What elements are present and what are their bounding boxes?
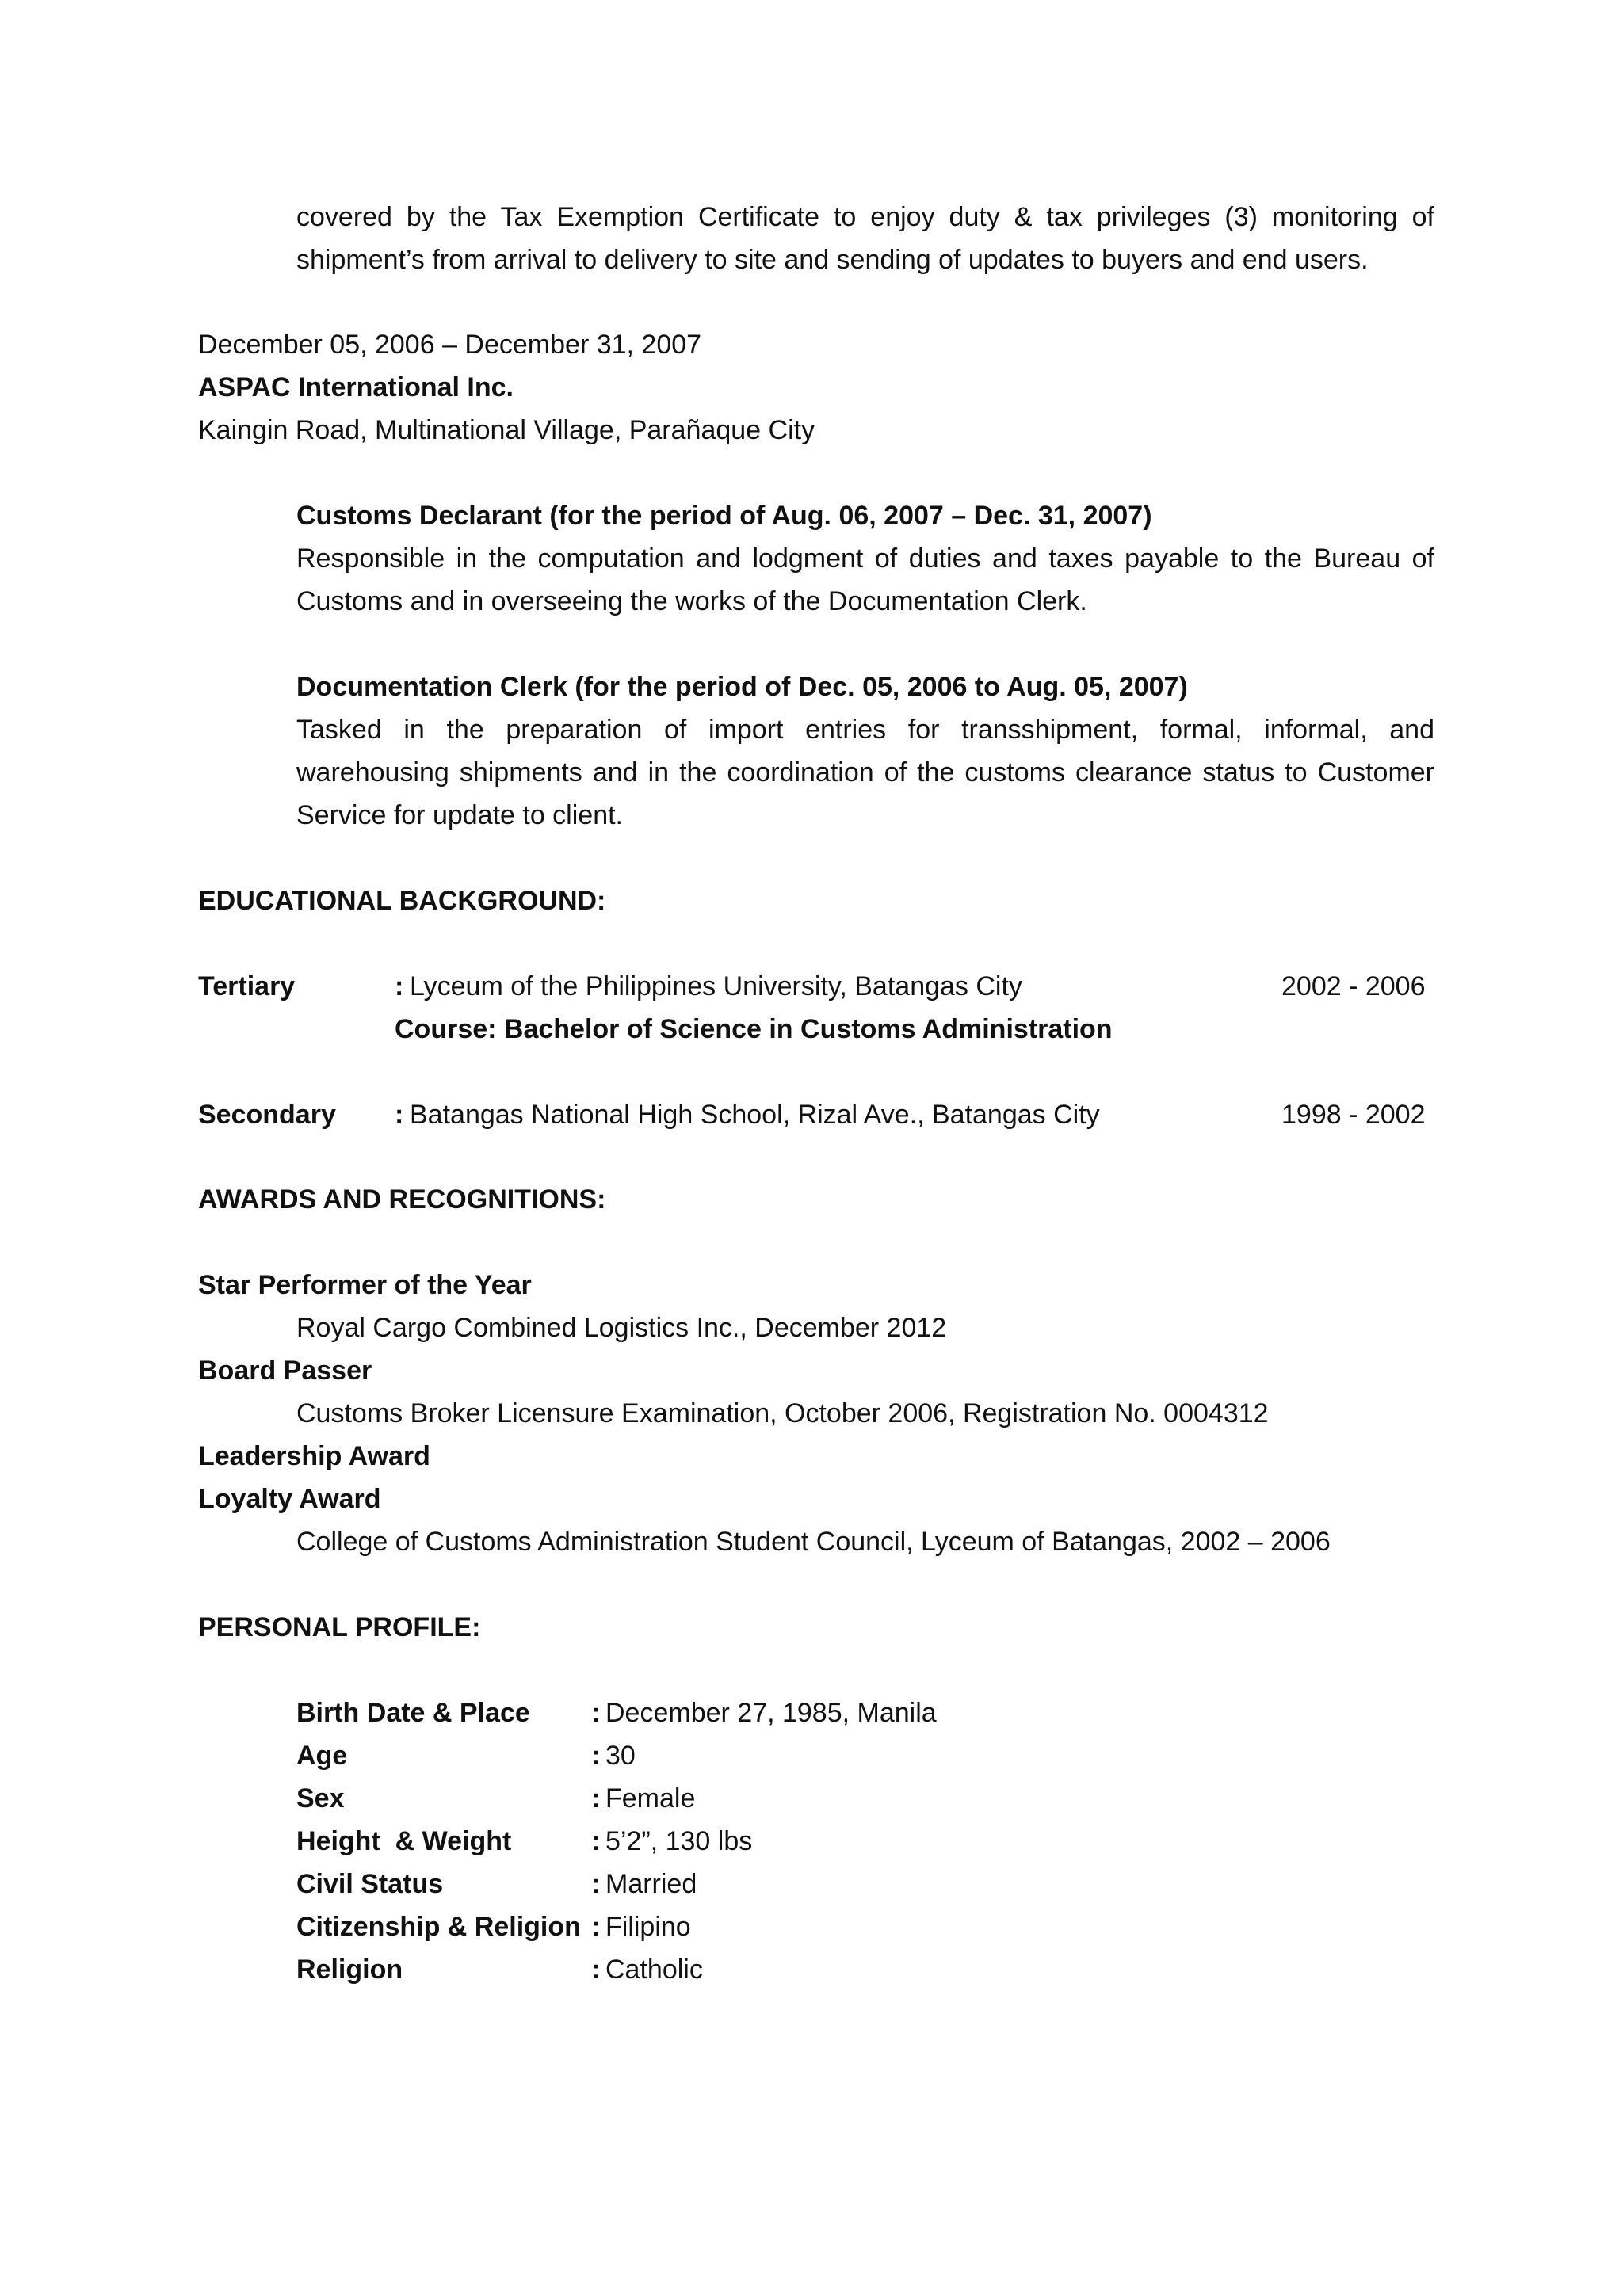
profile-value: Catholic — [605, 1955, 703, 1985]
education-colon: : — [395, 971, 404, 1001]
role-description: Responsible in the computation and lodgment of duties and taxes payable to the Bureau of Customs and in overseeing the works of the Documentation Clerk. — [296, 543, 1434, 616]
profile-label: Religion — [296, 1955, 403, 1985]
profile-colon: : — [591, 1826, 601, 1856]
role-title: Customs Declarant (for the period of Aug. 06, 2007 – Dec. 31, 2007) — [296, 501, 1152, 531]
education-years: 2002 - 2006 — [1281, 971, 1426, 1001]
profile-colon: : — [591, 1783, 601, 1814]
profile-label: Height & Weight — [296, 1826, 512, 1856]
awards-heading: AWARDS AND RECOGNITIONS: — [198, 1184, 606, 1215]
profile-label: Sex — [296, 1783, 345, 1814]
profile-colon: : — [591, 1869, 601, 1899]
education-years: 1998 - 2002 — [1281, 1100, 1426, 1130]
education-course: Course: Bachelor of Science in Customs Administration — [395, 1014, 1113, 1044]
profile-label: Birth Date & Place — [296, 1698, 530, 1728]
employment-period: December 05, 2006 – December 31, 2007 — [198, 330, 702, 360]
award-detail: Customs Broker Licensure Examination, October 2006, Registration No. 0004312 — [296, 1398, 1269, 1428]
education-school: Lyceum of the Philippines University, Batangas City — [410, 971, 1022, 1001]
award-title: Loyalty Award — [198, 1484, 381, 1514]
profile-colon: : — [591, 1741, 601, 1771]
award-title: Star Performer of the Year — [198, 1270, 532, 1300]
award-detail: College of Customs Administration Student Council, Lyceum of Batangas, 2002 – 2006 — [296, 1527, 1331, 1557]
education-level: Secondary — [198, 1100, 336, 1130]
education-school: Batangas National High School, Rizal Ave., Batangas City — [410, 1100, 1100, 1130]
profile-colon: : — [591, 1955, 601, 1985]
profile-colon: : — [591, 1698, 601, 1728]
profile-label: Civil Status — [296, 1869, 444, 1899]
profile-value: Married — [605, 1869, 697, 1899]
award-title: Board Passer — [198, 1356, 372, 1386]
profile-label: Age — [296, 1741, 348, 1771]
profile-value: Filipino — [605, 1912, 691, 1942]
profile-value: December 27, 1985, Manila — [605, 1698, 937, 1728]
intro-paragraph: covered by the Tax Exemption Certificate to enjoy duty & tax privileges (3) monitoring of shipment’s from arrival to delivery to site and sending of updates to buyers and end users. — [296, 202, 1434, 275]
award-title: Leadership Award — [198, 1441, 430, 1471]
education-level: Tertiary — [198, 971, 296, 1001]
company-name: ASPAC International Inc. — [198, 372, 514, 402]
profile-value: 30 — [605, 1741, 636, 1771]
profile-colon: : — [591, 1912, 601, 1942]
company-address: Kaingin Road, Multinational Village, Parañaque City — [198, 415, 815, 445]
profile-value: 5’2”, 130 lbs — [605, 1826, 753, 1856]
award-detail: Royal Cargo Combined Logistics Inc., December 2012 — [296, 1313, 947, 1343]
education-colon: : — [395, 1100, 404, 1130]
profile-value: Female — [605, 1783, 696, 1814]
education-heading: EDUCATIONAL BACKGROUND: — [198, 886, 606, 916]
role-description: Tasked in the preparation of import entries for transshipment, formal, informal, and warehousing shipments and in the coordination of the customs clearance status to Customer Service for update to client. — [296, 715, 1434, 830]
profile-heading: PERSONAL PROFILE: — [198, 1612, 481, 1642]
role-title: Documentation Clerk (for the period of Dec. 05, 2006 to Aug. 05, 2007) — [296, 672, 1188, 702]
profile-label: Citizenship & Religion — [296, 1912, 581, 1942]
